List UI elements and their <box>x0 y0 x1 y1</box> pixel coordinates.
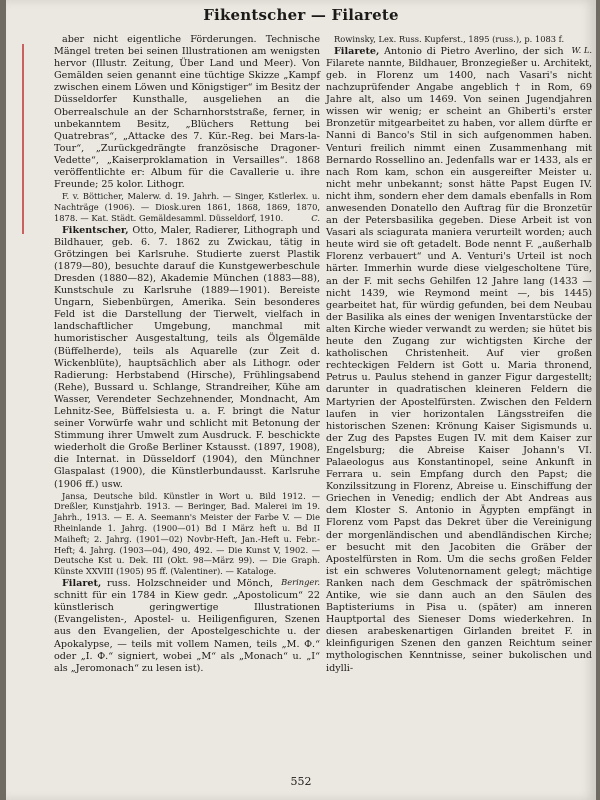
author-signature: Beringer. <box>281 577 320 588</box>
book-page <box>6 0 596 800</box>
bibliography-reference <box>54 191 320 223</box>
right-column <box>326 34 592 675</box>
entry-heading: Fikentscher, <box>62 224 129 236</box>
author-signature: W. L. <box>571 44 592 55</box>
entry-fikentscher-otto <box>54 225 320 491</box>
reference-text: F. v. Bötticher, Malerw. d. 19. Jahrh. — Singer, Kstlerlex. u. Nachträge (1906). — Diosk.uren 1861, 1868, 1869, 1870, 1878. — Kat. Städt. Gemäldesamml. Düsseldorf, 1910. <box>54 191 320 223</box>
reference-text: Rowinsky, Lex. Russ. Kupferst., 1895 (russ.), p. 1083 f. <box>334 34 565 44</box>
entry-filaret <box>54 578 320 675</box>
entry-filarete <box>326 46 592 675</box>
entry-heading: Filaret, <box>62 578 102 590</box>
entry-text: russ. Holzschneider und Mönch, schnitt für ein 1784 in Kiew gedr. „Apostolicum“ 22 künstlerisch geringwertige Illustrationen (Evangelisten-, Apostel- u. Heiligenfiguren, Szenen aus den Evangelien, der Apostelgeschichte u. der Apokalypse, — teils mit vollem Namen, teils „M. Ф.“ oder „I. Ф.“ signiert, wobei „M“ als „Monach“ u. „I“ als „Jeromonach“ zu lesen ist). <box>54 578 320 674</box>
author-signature: C. <box>311 212 320 223</box>
entry-heading: Filarete, <box>334 45 380 57</box>
page-number: 552 <box>290 775 312 788</box>
left-column <box>54 34 320 675</box>
reference-text: Jansa, Deutsche bild. Künstler in Wort u. Bild 1912. — Dreßler, Kunstjahrb. 1913. — Beringer, Bad. Malerei im 19. Jahrh., 1913. — E. A. Seemann's Meister der Farbe V. — Die Rheinlande 1. Jahrg. (1900—01) Bd I März heft u. Bd II Maiheft; 2. Jahrg. (1901—02) Novbr-Heft, Jan.-Heft u. Febr.-Heft; 4. Jahrg. (1903—04), 490, 492. — Die Kunst V, 1902. — Deutsche Kst u. Dek. III (Okt. 98—März 99). — Die Graph. Künste XXVIII (1905) 95 ff. (Valentiner). — Kataloge. <box>54 490 320 577</box>
margin-pencil-mark <box>22 44 24 234</box>
entry-text: Antonio di Pietro Averlino, der sich Filarete nannte, Bildhauer, Bronzegießer u. Architekt, geb. in Florenz um 1400, nach Vasari's nicht nachzuprüfender Angabe angeblich † in Rom, 69 Jahre alt, also um 1469. Von seinen Jugendjahren wissen wir wenig; er scheint an Ghiberti's erster Bronzetür mitgearbeitet zu haben, vor allem dürfte er Nanni di Banco's Stil in sich aufgenommen haben. Venturi freilich nimmt einen Zusammenhang mit Bernardo Rossellino an. Jedenfalls war er 1433, als er nach Rom kam, schon ein ausgereifter Meister u. nicht mehr unbekannt; sonst hätte Papst Eugen IV. nicht ihm, sondern eher dem damals ebenfalls in Rom anwesenden Donatello den Auftrag für die Bronzetür an der Petersbasilika gegeben. Diese Arbeit ist von Vasari als sciagurata maniera verurteilt worden; auch heute wird sie oft getadelt. Bode nennt F. „außerhalb Florenz verbauert“ und A. Venturi's Urteil ist noch härter. Immerhin wurde diese vielgescholtene Türe, an der F. mit sechs Gehilfen 12 Jahre lang (1433 — nicht 1439, wie Reymond meint —, bis 1445) gearbeitet hat, für würdig gefunden, bei dem Neubau der Basilika als eines der wenigen Inventarstücke der alten Kirche wieder verwandt zu werden; sie hütet bis heute den Zugang zur wichtigsten Kirche der katholischen Christenheit. Auf vier großen rechteckigen Feldern ist Gott u. Maria thronend, Petrus u. Paulus stehend in ganzer Figur dargestellt; darunter in quadratischen kleineren Feldern die Martyrien der Apostelfürsten. Zwischen den Feldern laufen in vier horizontalen Längsstreifen die historischen Szenen: Krönung Kaiser Sigismunds u. der Zug des Papstes Eugen IV. mit dem Kaiser zur Engelsburg; die Abreise Kaiser Johann's VI. Palaeologus aus Konstantinopel, seine Ankunft in Ferrara u. sein Empfang durch den Papst; die Konzilssitzung in Florenz, Abreise u. Einschiffung der Griechen in Venedig; endlich der Abt Andreas aus dem Kloster S. Antonio in Ägypten empfängt in Florenz vom Papst das Dekret über die Vereinigung der morgenländischen und abendländischen Kirche; er besucht mit den Jacobiten die Gräber der Apostelfürsten in Rom. Um die sechs großen Felder ist ein schweres Volutenornament gelegt; mächtige Ranken nach dem Geschmack der spätrömischen Antike, wie sie dann auch an den Säulen des Baptisteriums in Pisa u. (später) am inneren Hauptportal des Sieneser Doms wiederkehren. In diesen arabeskenartigen Girlanden breitet F. in kleinfigurigen Szenen den ganzen Reichtum seiner mythologischen Kenntnisse, seiner bukolischen und idylli- <box>326 45 592 674</box>
paragraph-continuation: aber nicht eigentliche Förderungen. Technische Mängel treten bei seinen Illustrationen am wenigsten hervor (Illustr. Zeitung, Über Land und Meer). Von Gemälden seien genannt eine tüchtige Skizze „Kampf zwischen einem Löwen und Königstiger“ im Besitz der Düsseldorfer Kunsthalle, ausgeliehen an die Oberrealschule an der Scharnhorststraße, ferner, in unbekanntem Besitz, „Blüchers Rettung bei Quatrebras“, „Attacke des 7. Kür.-Reg. bei Mars-la-Tour“, „Zurückgedrängte französische Dragoner-Vedette“, „Kaiserproklamation in Versailles“. 1868 veröffentlichte er: Album für die Cavallerie u. ihre Freunde; 25 kolor. Lithogr. <box>54 34 320 191</box>
running-header: Fikentscher — Filarete <box>203 6 399 24</box>
entry-text: Otto, Maler, Radierer, Lithograph und Bildhauer, geb. 6. 7. 1862 zu Zwickau, tätig in Grötzingen bei Karlsruhe. Studierte zuerst Plastik (1879—80), besuchte darauf die Kunstgewerbeschule Dresden (1880—82), Akademie München (1883—88), Kunstschule zu Karlsruhe (1889—1901). Bereiste Ungarn, Siebenbürgen, Amerika. Sein besonderes Feld ist die Darstellung der Tierwelt, vielfach in landschaftlicher Umgebung, manchmal mit humoristischer Ausgestaltung, teils als Ölgemälde (Büffelherde), teils als Aquarelle (zur Zeit d. Wickenblüte), hauptsächlich aber als Lithogr. oder Radierung: Herbstabend (Hirsche), Frühlingsabend (Rehe), Bussard u. Schlange, Strandreiher, Kühe am Wasser, Verendeter Sechzehnender, Mondnacht, Am Lehnitz-See, Büffelsiesta u. a. F. bringt die Natur seiner Vorwürfe wahr und schlicht mit Betonung der Stimmung ihrer Umwelt zum Ausdruck. F. beschickte wiederholt die Große Berliner Kstausst. (1897, 1908), die Internat. in Düsseldorf (1904), den Münchner Glaspalast (1900), die Künstlerbundausst. Karlsruhe (1906 ff.) usw. <box>54 224 320 490</box>
